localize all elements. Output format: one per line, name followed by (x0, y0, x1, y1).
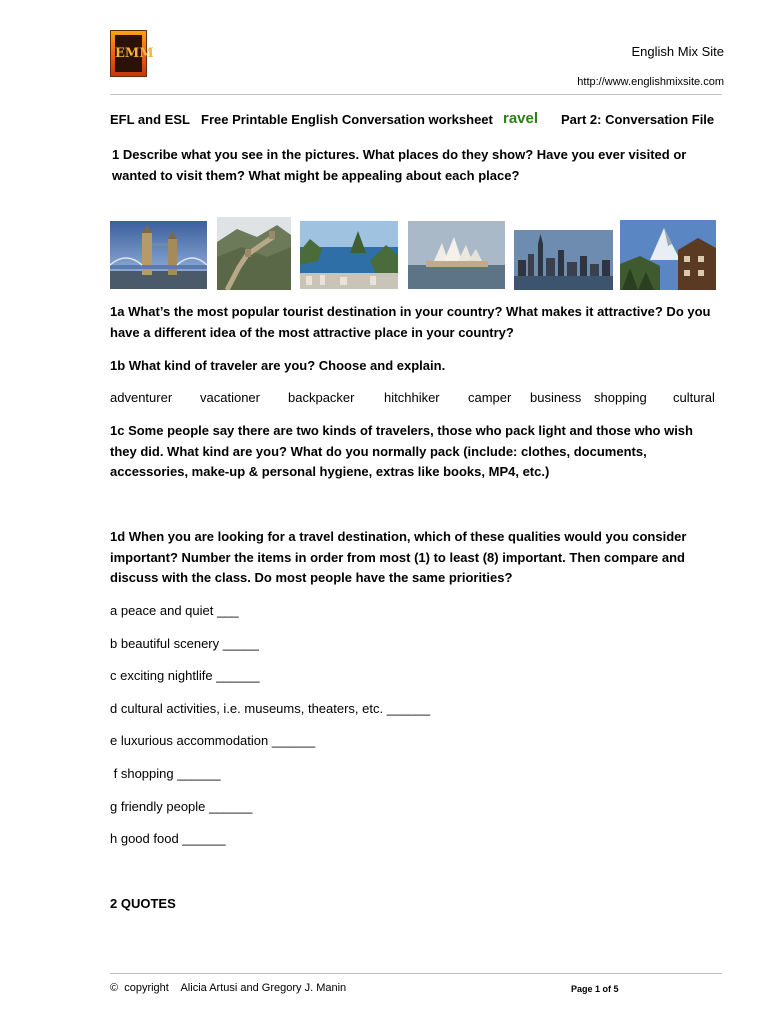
question-1: 1 Describe what you see in the pictures. What places do they show? Have you ever visited or wanted to visit them? What might be appealing about each place? (112, 147, 687, 183)
photo-alpine-village (620, 220, 716, 290)
page-number: Page 1 of 5 (571, 984, 619, 994)
quality-item: b beautiful scenery _____ (110, 636, 259, 651)
traveler-type: shopping (594, 390, 647, 405)
photo-great-wall (217, 217, 291, 290)
photo-tower-bridge (110, 221, 207, 289)
traveler-type: business (530, 390, 582, 405)
question-1d: 1d When you are looking for a travel destination, which of these qualities would you consider important? Number the items in order from most (1) to least (8) important. Then compare and discuss with the class. Do most people have the same priorities? (110, 529, 687, 585)
title-worksheet: Free Printable English Conversation worksheet (201, 112, 493, 127)
photo-rio-de-janeiro (300, 221, 398, 289)
footer-divider (110, 973, 722, 974)
section-2-heading: 2 QUOTES (110, 896, 176, 911)
header-divider (110, 94, 722, 95)
site-url: http://www.englishmixsite.com (577, 76, 724, 88)
photo-new-york-skyline (514, 230, 613, 290)
quality-item: a peace and quiet ___ (110, 603, 239, 618)
question-1b: 1b What kind of traveler are you? Choose and explain. (110, 358, 446, 373)
traveler-type: adventurer (110, 390, 173, 405)
question-1c: 1c Some people say there are two kinds of travelers, those who pack light and those who wish they did. What kind are you? What do you normally pack (include: clothes, documents, accessories, make-up & personal hygiene, extras like books, MP4, etc.) (110, 423, 693, 479)
traveler-type: cultural (673, 390, 715, 405)
quality-item: d cultural activities, i.e. museums, theaters, etc. ______ (110, 701, 431, 716)
logo-mark: EMM (115, 35, 142, 72)
site-logo (110, 30, 154, 77)
destination-photos (110, 220, 716, 290)
quality-item: c exciting nightlife ______ (110, 668, 260, 683)
title-topic: ravel (503, 110, 539, 127)
question-1a: 1a What’s the most popular tourist destination in your country? What makes it attractive? Do you have a different idea of the most attractive place in your country? (110, 304, 711, 340)
title-part: Part 2: Conversation File (561, 112, 715, 127)
quality-item: h good food ______ (110, 831, 226, 846)
quality-item: e luxurious accommodation ______ (110, 733, 316, 748)
footer-copyright: © copyright Alicia Artusi and Gregory J. Manin (110, 982, 347, 994)
quality-item: g friendly people ______ (110, 799, 253, 814)
traveler-type: hitchhiker (384, 390, 440, 405)
title-efl-esl: EFL and ESL (110, 112, 190, 127)
traveler-type: backpacker (288, 390, 355, 405)
traveler-type: vacationer (200, 390, 260, 405)
site-name: English Mix Site (631, 44, 724, 59)
quality-item: f shopping ______ (110, 766, 221, 781)
traveler-type: camper (468, 390, 512, 405)
photo-sydney-opera-house (408, 221, 505, 289)
